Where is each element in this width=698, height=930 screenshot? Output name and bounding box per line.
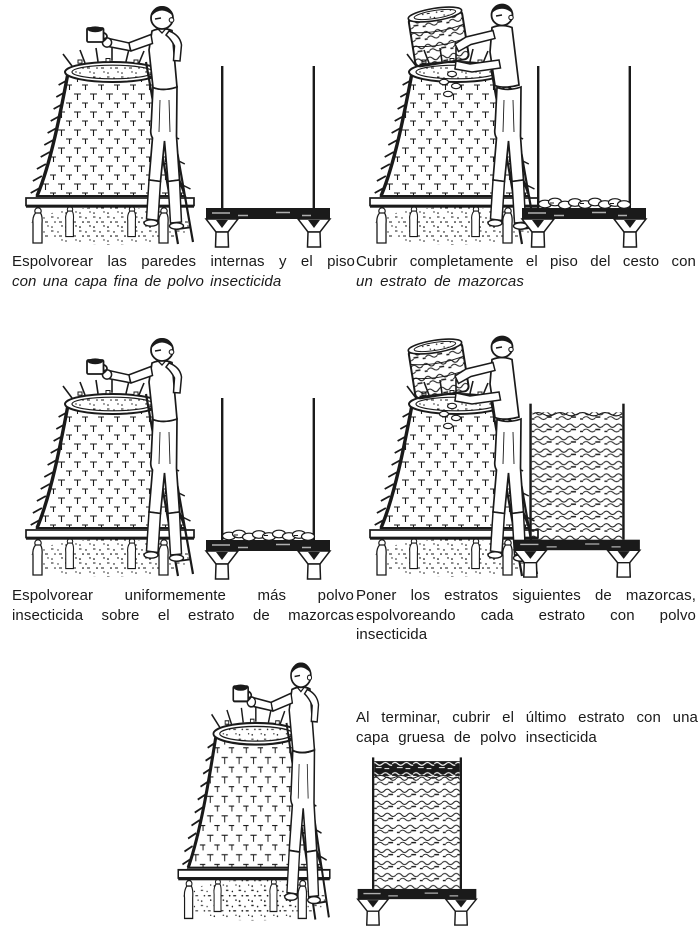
cross-section-full-with-thick-dust (350, 750, 484, 926)
step-5-caption (356, 708, 698, 747)
cross-section-stacked-layers (506, 396, 648, 578)
caption-line: insecticida (356, 626, 428, 643)
cross-section-dusted-cob-layer (198, 390, 338, 580)
caption-line: espolvoreando cada estrato con polvo (356, 606, 696, 624)
step-3-caption (12, 586, 354, 625)
cross-section-dusted-floor (198, 58, 338, 248)
caption-line: Espolvorear uniformemente más polvo (12, 587, 354, 604)
cross-section-first-cob-layer (514, 58, 654, 248)
caption-line: Poner los estratos siguientes de mazorcas, (356, 587, 696, 604)
step-1-caption (12, 252, 355, 291)
caption-line: Al terminar, cubrir el último estrato con una (356, 709, 698, 726)
illustration-man-final-dusting (162, 656, 374, 926)
caption-line: con una capa fina de polvo insecticida (12, 272, 282, 290)
caption-line: capa gruesa de polvo insecticida (356, 728, 597, 746)
caption-line: un estrato de mazorcas (356, 272, 524, 290)
caption-line: Espolvorear las paredes internas y el piso (12, 253, 355, 270)
step-4-caption (356, 586, 696, 645)
step-2-caption (356, 252, 696, 291)
caption-line: insecticida sobre el estrato de mazorcas (12, 606, 354, 624)
caption-line: Cubrir completamente el piso del cesto con (356, 253, 696, 270)
